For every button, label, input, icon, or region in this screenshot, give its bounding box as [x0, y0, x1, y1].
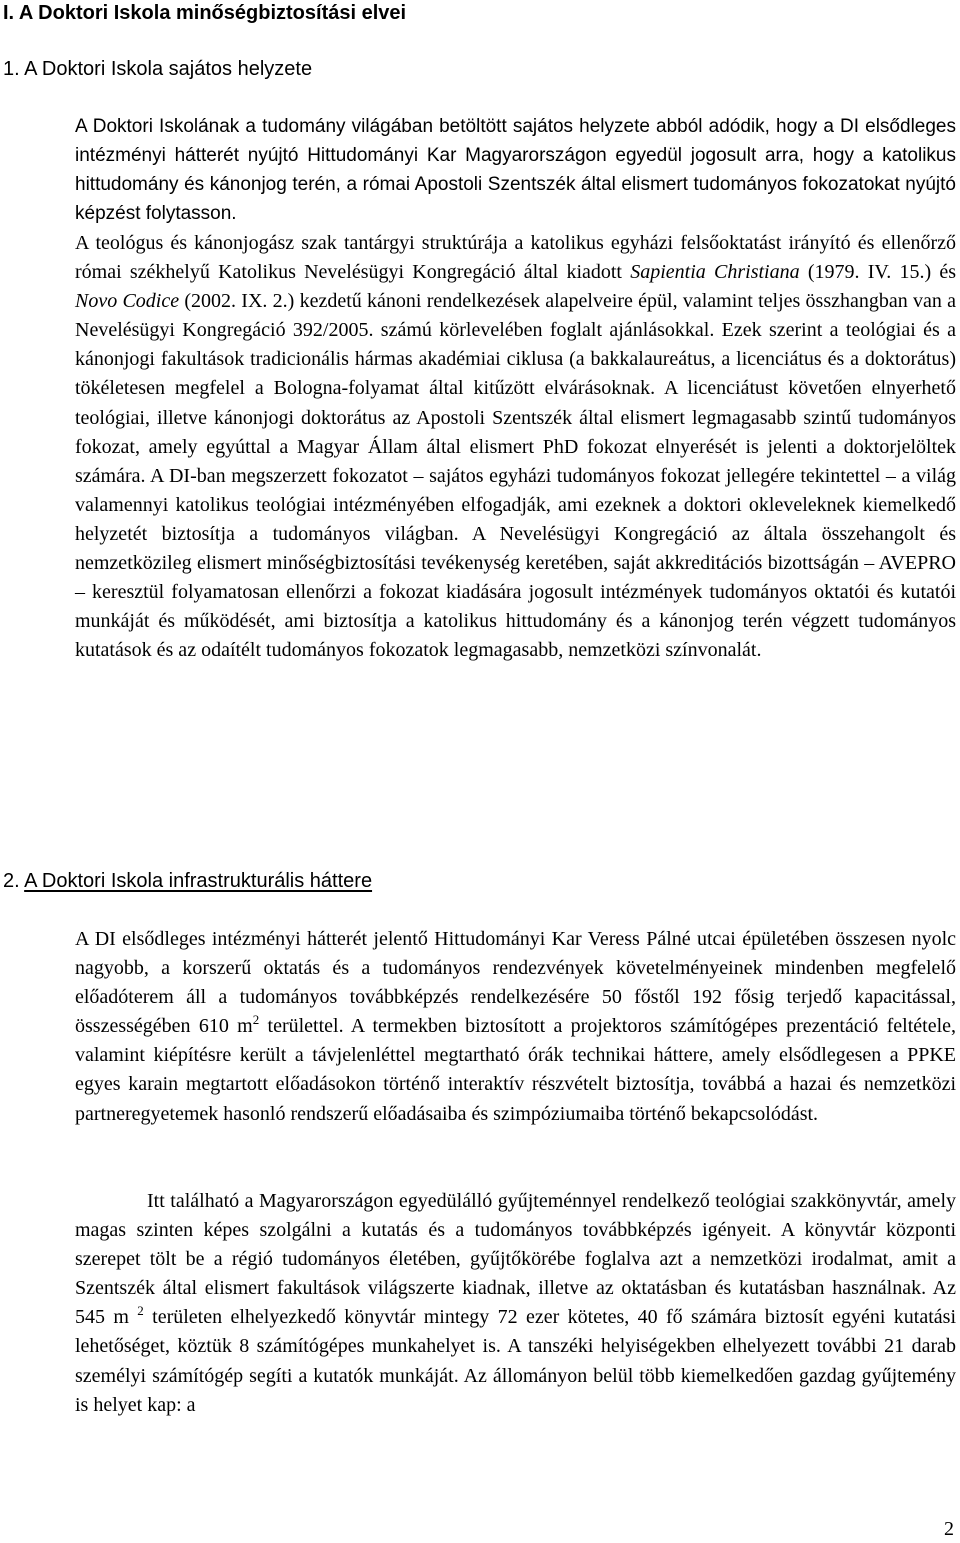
paragraph-2-part-2: területen elhelyezkedő könyvtár mintegy 72 ezer kötetes, 40 fő számára biztosít egyéni kutatási lehetőséget, köztük 8 számítógépes munkahelyet is. A tanszéki helyiségekben elhelyezett további 21 darab személyi számítógép segíti a kutatók munkáját. Az állományon belül több kiemelkedően gazdag gyűjtemény is helyet kap: a: [75, 1306, 957, 1416]
subsection-1-heading: [3, 56, 312, 82]
subsection-1-intro-paragraph: A Doktori Iskolának a tudomány világában betöltött sajátos helyzete abból adódik, hogy a DI elsődleges intézményi hátterét nyújtó Hittudományi Kar Magyarországon egyedül jogosult arra, hogy a katolikus hittudomány és kánonjog terén, a római Apostoli Szentszék által elismert tudományos fokozatokat nyújtó képzést folytasson.: [75, 116, 956, 225]
novo-codice-title: Novo Codice: [75, 290, 180, 313]
square-meter-superscript: 2: [137, 1302, 144, 1318]
subsection-2-paragraph-2: [75, 1187, 956, 1420]
main-paragraph-part-1: A teológus és kánonjogász szak tantárgyi struktúrája a katolikus egyházi felsőoktatást irányító és ellenőrző római székhelyű Katolikus Nevelésügyi Kongregáció által kiadott: [75, 232, 956, 284]
subsection-2-paragraph-1: [75, 925, 956, 1129]
square-meter-superscript: 2: [252, 1011, 260, 1027]
section-title: I. A Doktori Iskola minőségbiztosítási elvei: [3, 2, 407, 24]
main-paragraph-part-2: (1979. IV. 15.) és: [807, 261, 957, 284]
subsection-1-title: A Doktori Iskola sajátos helyzete: [24, 58, 313, 80]
subsection-2-title: A Doktori Iskola infrastrukturális háttere: [24, 870, 373, 892]
subsection-2-number: 2.: [3, 870, 20, 892]
sapientia-christiana-title: Sapientia Christiana: [630, 261, 800, 284]
subsection-1-number: 1.: [3, 58, 20, 80]
main-paragraph-part-3: (2002. IX. 2.) kezdetű kánoni rendelkezések alapelveire épül, valamint teljes összhangban van a Nevelésügyi Kongregáció 392/2005. számú körlevelében foglalt ajánlásokkal. Ezek szerint a teológiai és a kánonjogi fakultások tradicionális hármas akadémiai ciklusa (a bakkalaureátus, a licenciátus és a doktorátus) tökéletesen megfelel a Bologna-folyamat által kitűzött elvárásoknak. A licenciátust követően elnyerhető teológiai, illetve kánonjogi doktorátus az Apostoli Szentszék által elismert legmagasabb szintű tudományos fokozat, amely egyúttal a Magyar Állam által elismert PhD fokozat elnyerését is jelenti a doktorjelöltek számára. A DI-ban megszerzett fokozatot – sajátos egyházi tudományos fokozat jellegére tekintettel – a világ valamennyi katolikus teológiai intézményében elfogadják, ami ezeknek a doktori okleveleknek kiemelkedő helyzetét biztosítja a tudományos világban. A Nevelésügyi Kongregáció az általa összehangolt és nemzetközileg elismert minőségbiztosítási tevékenység keretében, saját akkreditációs bizottságán – AVEPRO – keresztül folyamatosan ellenőrzi a fokozat kiadására jogosult intézmények tudományos oktatói és kutatói munkáját és működését, ami biztosítja a katolikus hittudomány és a kánonjog terén végzett tudományos kutatások és az odaítélt tudományos fokozatok legmagasabb, nemzetközi színvonalát.: [75, 290, 957, 662]
paragraph-1-part-1: A DI elsődleges intézményi hátterét jelentő Hittudományi Kar Veress Pálné utcai épületében összesen nyolc nagyobb, a korszerű oktatás és a tudományos rendezvények követelményeinek mindenben megfelelő előadóterem áll a tudományos továbbképzés rendelkezésére 50 főstől 192 fősig terjedő kapacitással, összességében 610 m: [75, 928, 956, 1038]
paragraph-2-part-1: Itt található a Magyarországon egyedülálló gyűjteménnyel rendelkező teológiai szakkönyvtár, amely magas szinten képes szolgálni a kutatás és a tudományos továbbképzés igényeit. A könyvtár központi szerepet tölt be a régió tudományos életében, gyűjtőkörébe foglalva azt a nemzetközi irodalmat, amit a Szentszék által elismert fakultások világszerte kiadnak, illetve az oktatásban és kutatásban használnak. Az 545 m: [75, 1190, 956, 1329]
page-number: 2: [944, 1518, 954, 1540]
subsection-2-heading: [3, 868, 372, 894]
paragraph-1-part-2: területtel. A termekben biztosított a projektoros számítógépes prezentáció feltétele, valamint kiépítésre került a távjelenléttel megtartható órák technikai háttere, amely elsődlegesen a PPKE egyes karain megtartott előadásokon történő interaktív részvételt biztosítja, továbbá a hazai és nemzetközi partneregyetemek hasonló rendszerű előadásaiba és szimpóziumaiba történő bekapcsolódást.: [75, 1015, 956, 1125]
subsection-1-main-paragraph: [75, 229, 956, 665]
